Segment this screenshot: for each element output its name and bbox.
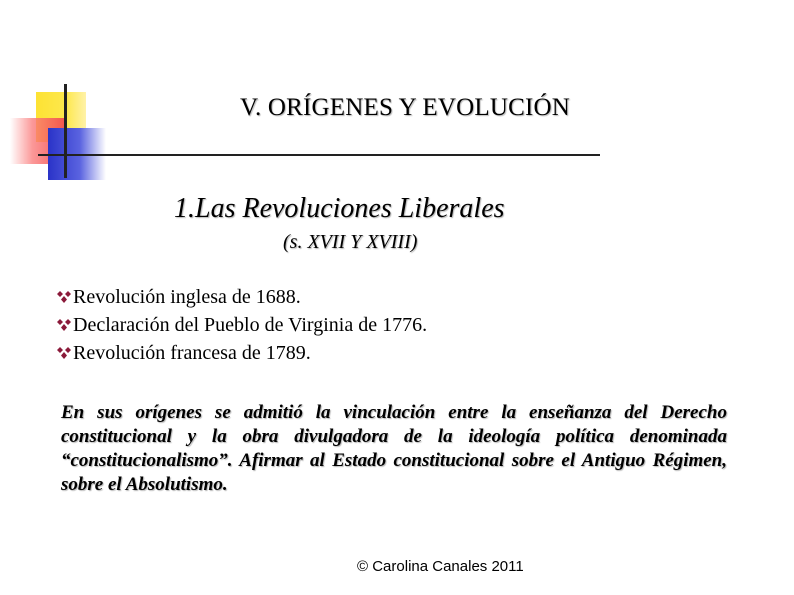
section-period: (s. XVII Y XVIII) (283, 231, 418, 253)
bullet-list (56, 283, 427, 367)
section-subtitle: 1.Las Revoluciones Liberales (174, 193, 505, 224)
body-paragraph: En sus orígenes se admitió la vinculación entre la enseñanza del Derecho constitucional y la obra divulgadora de la ideología política denominada “constitucionalismo”. Afirmar al Estado constitucional sobre el Antiguo Régimen, sobre el Absolutismo. (61, 402, 727, 495)
bullet-label: Declaración del Pueblo de Virginia de 1776. (73, 314, 428, 336)
footer-copyright: © Carolina Canales 2011 (357, 558, 524, 575)
bullet-item (56, 311, 427, 339)
diamond-bullet-icon (56, 346, 72, 360)
bullet-label: Revolución francesa de 1789. (73, 342, 311, 364)
title-underline (38, 154, 600, 156)
bullet-item (56, 339, 427, 367)
diamond-bullet-icon (56, 318, 72, 332)
diamond-bullet-icon (56, 290, 72, 304)
bullet-item (56, 283, 427, 311)
slide-title: V. ORÍGENES Y EVOLUCIÓN (239, 94, 571, 121)
bullet-label: Revolución inglesa de 1688. (73, 286, 301, 308)
